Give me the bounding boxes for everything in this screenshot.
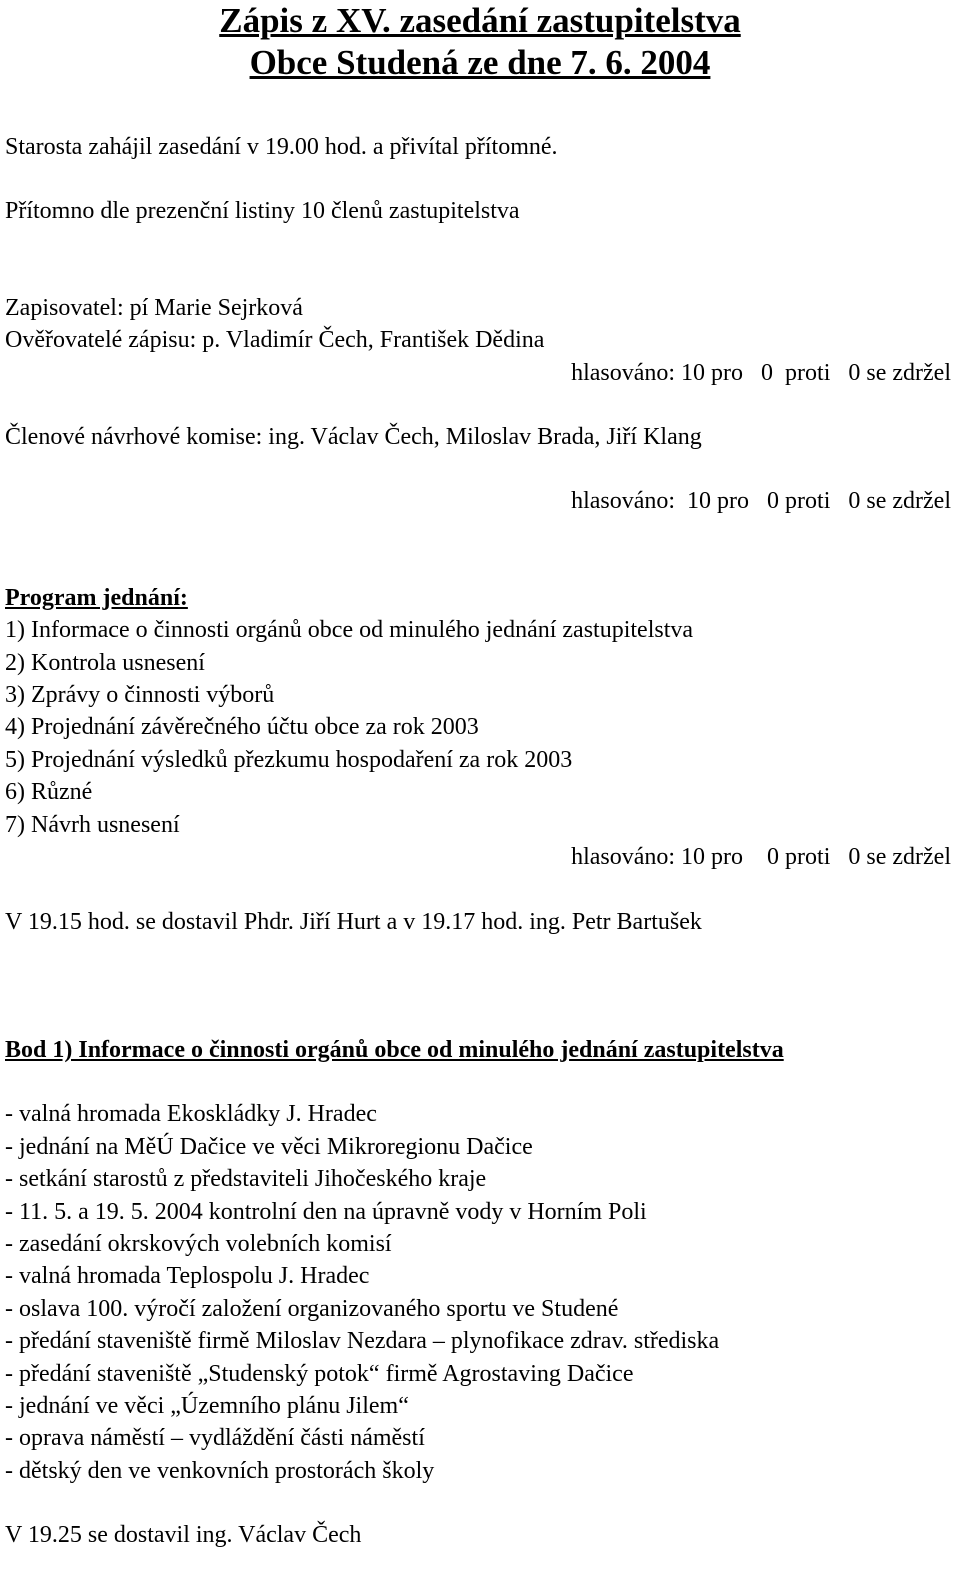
program-item: 5) Projednání výsledků přezkumu hospodaření za rok 2003 <box>5 746 573 773</box>
bod1-item: - dětský den ve venkovních prostorách školy <box>5 1457 435 1484</box>
program-list <box>5 614 955 841</box>
program-item: 3) Zprávy o činnosti výborů <box>5 682 275 709</box>
program-item: 2) Kontrola usnesení <box>5 649 205 676</box>
vote-result-program: hlasováno: 10 pro 0 proti 0 se zdržel <box>571 844 951 871</box>
bod1-item: - zasedání okrskových volebních komisí <box>5 1230 392 1257</box>
committee-text: Členové návrhové komise: ing. Václav Čech, Miloslav Brada, Jiří Klang <box>5 424 702 451</box>
title-line-1: Zápis z XV. zasedání zastupitelstva <box>219 1 741 40</box>
opening-text: Starosta zahájil zasedání v 19.00 hod. a přivítal přítomné. <box>5 134 558 160</box>
vote-result-verifiers: hlasováno: 10 pro 0 proti 0 se zdržel <box>571 359 951 386</box>
bod1-item: - předání staveniště firmě Miloslav Nezdara – plynofikace zdrav. střediska <box>5 1328 720 1355</box>
bod1-item: - oslava 100. výročí založení organizovaného sportu ve Studené <box>5 1295 619 1322</box>
document-page <box>5 0 955 1552</box>
bod1-heading: Bod 1) Informace o činnosti orgánů obce od minulého jednání zastupitelstva <box>5 1036 784 1063</box>
arrivals-text: V 19.15 hod. se dostavil Phdr. Jiří Hurt a v 19.17 hod. ing. Petr Bartušek <box>5 908 702 935</box>
program-heading: Program jednání: <box>5 584 188 611</box>
program-item: 1) Informace o činnosti orgánů obce od minulého jednání zastupitelstva <box>5 617 694 644</box>
bod1-item: - valná hromada Teplospolu J. Hradec <box>5 1263 370 1290</box>
bod1-item: - jednání ve věci „Územního plánu Jilem“ <box>5 1392 409 1419</box>
recorder-text: Zapisovatel: pí Marie Sejrková <box>5 294 303 321</box>
bod1-item: - setkání starostů z představiteli Jihočeského kraje <box>5 1166 487 1193</box>
vote-result-committee: hlasováno: 10 pro 0 proti 0 se zdržel <box>571 488 951 515</box>
program-item: 6) Různé <box>5 779 93 806</box>
title-line-2: Obce Studená ze dne 7. 6. 2004 <box>249 43 711 82</box>
bod1-item: - 11. 5. a 19. 5. 2004 kontrolní den na úpravně vody v Horním Poli <box>5 1198 647 1225</box>
bod1-item: - valná hromada Ekoskládky J. Hradec <box>5 1101 377 1128</box>
bod1-list <box>5 1098 955 1487</box>
bod1-item: - předání staveniště „Studenský potok“ firmě Agrostaving Dačice <box>5 1360 634 1387</box>
program-item: 7) Návrh usnesení <box>5 811 180 838</box>
verifiers-text: Ověřovatelé zápisu: p. Vladimír Čech, František Dědina <box>5 327 545 354</box>
attendance-text: Přítomno dle prezenční listiny 10 členů zastupitelstva <box>5 198 520 225</box>
program-item: 4) Projednání závěrečného účtu obce za rok 2003 <box>5 714 479 741</box>
bod1-item: - jednání na MěÚ Dačice ve věci Mikroregionu Dačice <box>5 1133 533 1160</box>
document-title <box>5 0 955 84</box>
bod1-item: - oprava náměstí – vydláždění části náměstí <box>5 1425 425 1452</box>
bod1-arrival-text: V 19.25 se dostavil ing. Václav Čech <box>5 1522 362 1549</box>
